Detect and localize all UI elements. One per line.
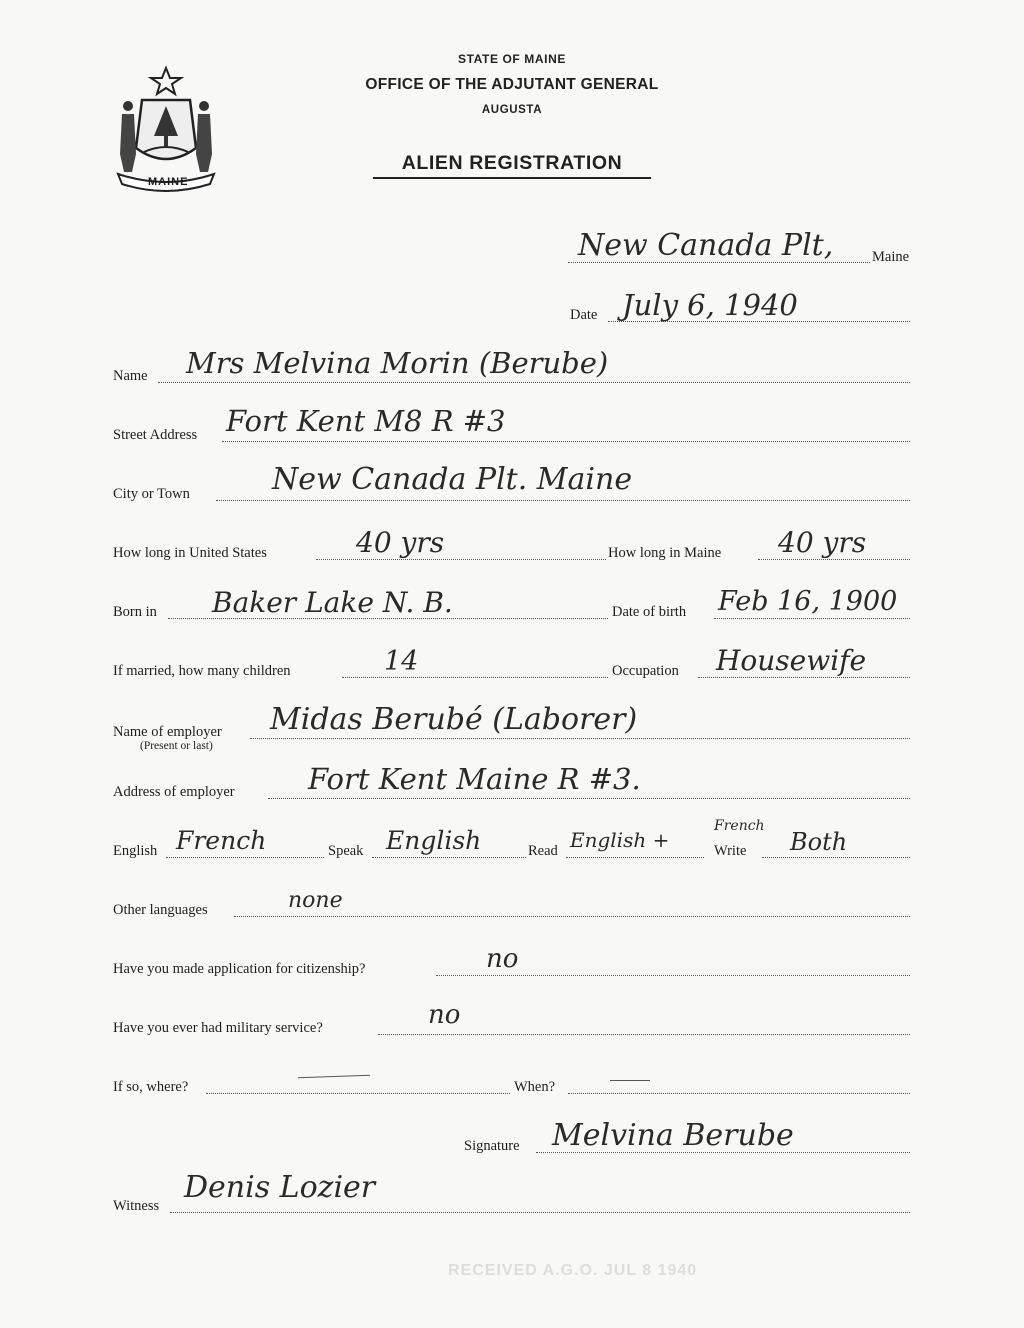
citizenship-label: Have you made application for citizenship?: [113, 961, 366, 977]
how-long-maine-line: [758, 559, 910, 560]
city-line: [216, 500, 910, 501]
employer-label: Name of employer: [113, 724, 222, 740]
when-dash: [610, 1080, 650, 1081]
where-dash: [298, 1075, 370, 1079]
state-header: STATE OF MAINE: [458, 52, 566, 66]
how-long-us-label: How long in United States: [113, 545, 267, 561]
english-label: English: [113, 843, 158, 859]
signature-value: Melvina Berube: [552, 1118, 794, 1153]
date-label: Date: [570, 307, 598, 323]
other-languages-value: none: [288, 888, 343, 913]
street-line: [222, 441, 910, 442]
date-value: July 6, 1940: [622, 288, 798, 322]
military-label: Have you ever had military service?: [113, 1020, 323, 1036]
born-in-label: Born in: [113, 604, 157, 620]
born-in-value: Baker Lake N. B.: [212, 586, 453, 619]
read-line: [566, 857, 704, 858]
english-value: French: [176, 826, 267, 855]
employer-sublabel: (Present or last): [140, 740, 213, 752]
city-value: New Canada Plt. Maine: [272, 462, 633, 497]
name-label: Name: [113, 368, 148, 384]
when-label: When?: [514, 1079, 556, 1095]
employer-line: [250, 738, 910, 739]
seal-text: MAINE: [148, 176, 189, 188]
military-line: [378, 1034, 910, 1035]
where-label: If so, where?: [113, 1079, 189, 1095]
occupation-value: Housewife: [716, 644, 867, 677]
write-label: Write: [714, 843, 747, 859]
where-line: [206, 1093, 510, 1094]
title-underline: [373, 177, 651, 179]
maine-label: Maine: [872, 249, 910, 265]
read-extra-value: French: [714, 818, 765, 834]
military-value: no: [428, 1000, 461, 1030]
english-line: [166, 857, 324, 858]
employer-address-line: [268, 798, 910, 799]
speak-line: [372, 857, 526, 858]
read-value: English +: [570, 828, 670, 852]
occupation-label: Occupation: [612, 663, 679, 679]
employer-value: Midas Berubé (Laborer): [270, 702, 638, 737]
children-value: 14: [384, 646, 419, 677]
how-long-maine-label: How long in Maine: [608, 545, 722, 561]
how-long-us-line: [316, 559, 606, 560]
read-label: Read: [528, 843, 558, 859]
date-of-birth-label: Date of birth: [612, 604, 687, 620]
children-line: [342, 677, 608, 678]
other-languages-line: [234, 916, 910, 917]
children-label: If married, how many children: [113, 663, 291, 679]
name-line: [158, 382, 910, 383]
street-value: Fort Kent M8 R #3: [226, 404, 506, 438]
occupation-line: [698, 677, 910, 678]
how-long-us-value: 40 yrs: [356, 526, 445, 559]
when-line: [568, 1093, 910, 1094]
place-value: New Canada Plt,: [578, 228, 834, 263]
citizenship-value: no: [486, 944, 519, 974]
how-long-maine-value: 40 yrs: [778, 526, 867, 559]
name-value: Mrs Melvina Morin (Berube): [186, 346, 609, 380]
date-of-birth-value: Feb 16, 1900: [718, 586, 898, 617]
witness-label: Witness: [113, 1198, 160, 1214]
witness-line: [170, 1212, 910, 1213]
received-stamp: RECEIVED A.G.O. JUL 8 1940: [448, 1262, 698, 1279]
other-languages-label: Other languages: [113, 902, 208, 918]
street-label: Street Address: [113, 427, 198, 443]
speak-value: English: [386, 826, 482, 855]
city-label: City or Town: [113, 486, 190, 502]
witness-value: Denis Lozier: [184, 1170, 376, 1205]
citizenship-line: [436, 975, 910, 976]
write-value: Both: [790, 828, 848, 856]
employer-address-value: Fort Kent Maine R #3.: [308, 762, 641, 796]
employer-address-label: Address of employer: [113, 784, 235, 800]
form-title: ALIEN REGISTRATION: [401, 152, 623, 174]
city-header: AUGUSTA: [481, 104, 543, 116]
write-line: [762, 857, 910, 858]
signature-label: Signature: [464, 1138, 520, 1154]
office-header: OFFICE OF THE ADJUTANT GENERAL: [365, 76, 659, 93]
date-of-birth-line: [714, 618, 910, 619]
speak-label: Speak: [328, 843, 364, 859]
